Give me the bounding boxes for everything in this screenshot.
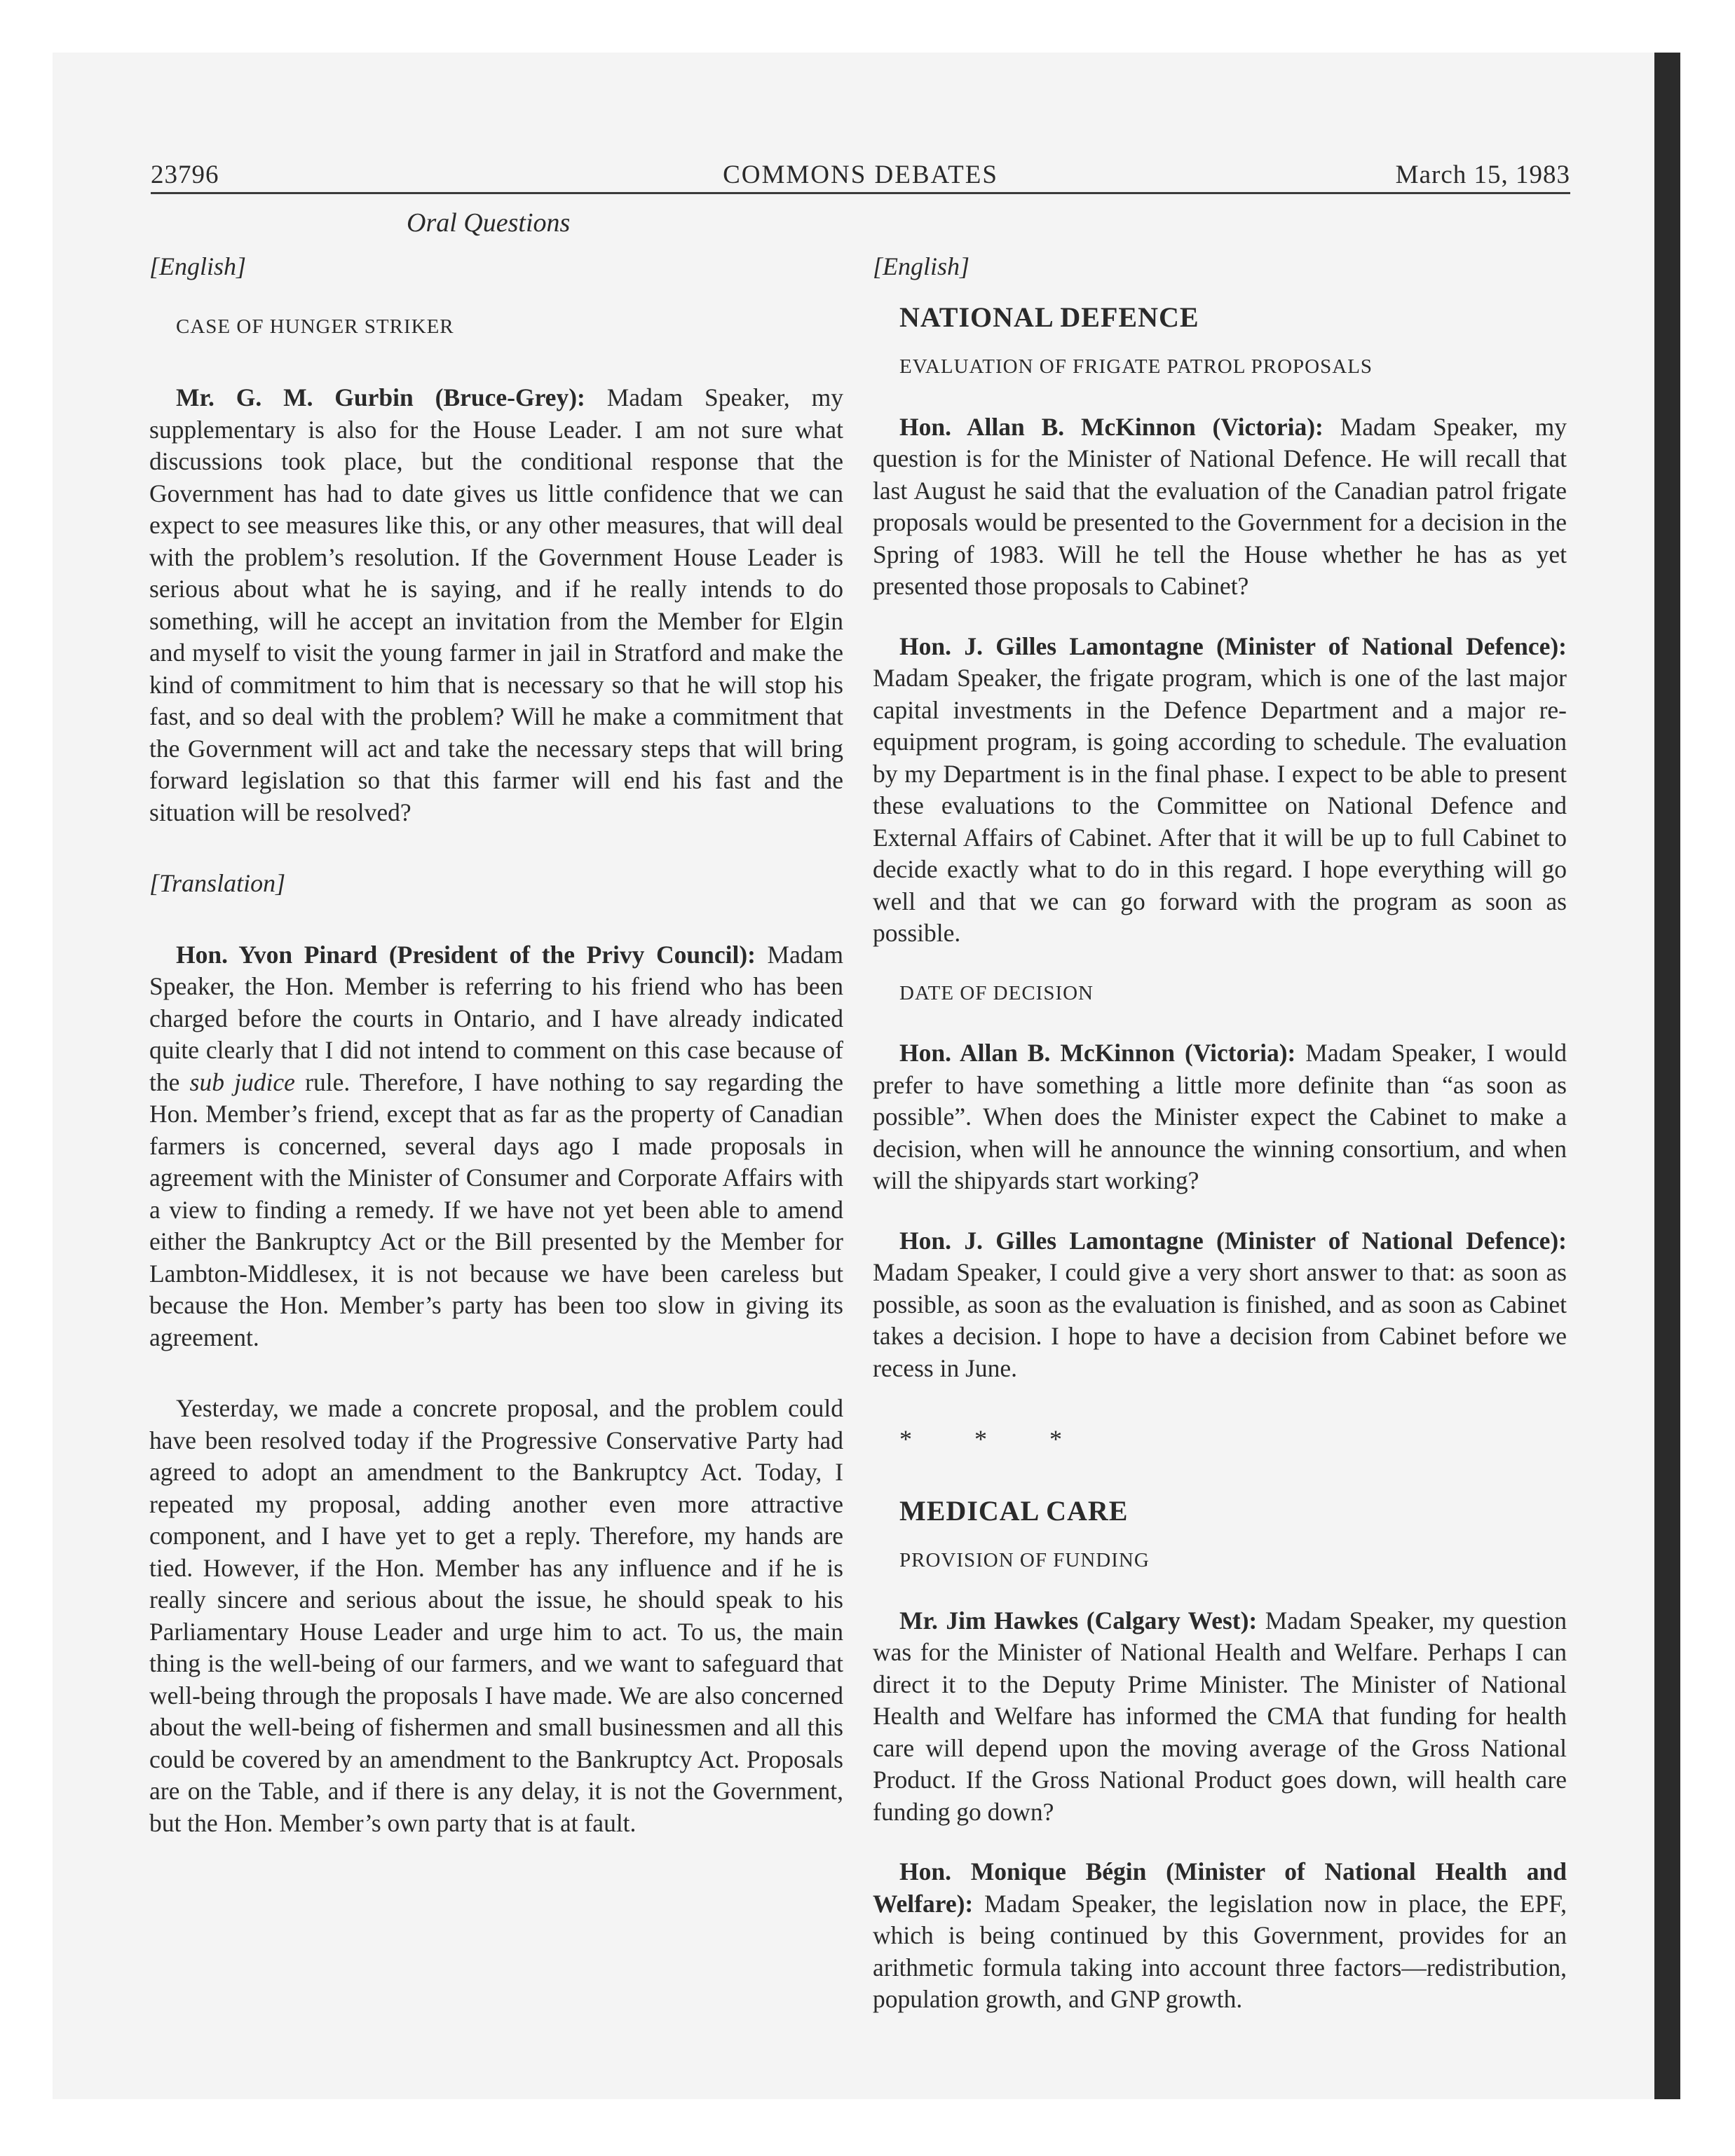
speech-text: Madam Speaker, my question was for the Minister of National Health and Welfare. Perhaps I can direct it to the Deputy Prime Minister. The Minister of National Health and Welfare has informed the CMA that funding for health care will depend upon the moving average of the Gross National Product. If the Gross National Product goes down, will health care funding go down? (873, 1606, 1567, 1826)
speaker-name: Hon. Monique Bégin (Minister of National Health and Welfare): (873, 1857, 1567, 1918)
language-marker: [English] (149, 252, 247, 280)
speaker-name: Hon. Allan B. McKinnon (Victoria): (899, 412, 1324, 441)
topic-heading: CASE OF HUNGER STRIKER (176, 315, 454, 338)
speech-paragraph (149, 1393, 843, 1839)
speech-paragraph (873, 1605, 1567, 1829)
speech-paragraph (873, 1225, 1567, 1385)
section-heading: MEDICAL CARE (899, 1494, 1129, 1527)
speaker-name: Mr. G. M. Gurbin (Bruce-Grey): (176, 383, 585, 411)
topic-heading: EVALUATION OF FRIGATE PATROL PROPOSALS (899, 355, 1373, 378)
speech-text: Madam Speaker, I could give a very short answer to that: as soon as possible, as soon as the evaluation is finished, and as soon as Cabinet takes a decision. I hope to have a decision from Cabinet before we recess in June. (873, 1258, 1567, 1382)
speaker-name: Mr. Jim Hawkes (Calgary West): (899, 1606, 1258, 1635)
section-heading: NATIONAL DEFENCE (899, 301, 1199, 333)
speech-paragraph (873, 411, 1567, 603)
right-column (873, 251, 1567, 2016)
speech-text: Madam Speaker, the legislation now in place, the EPF, which is being continued by this Government, provides for an arithmetic formula taking into account three factors—redistribution, population growth, and GNP growth. (873, 1889, 1567, 2013)
page-number: 23796 (151, 161, 219, 189)
language-marker: [English] (873, 252, 970, 280)
speaker-name: Hon. J. Gilles Lamontagne (Minister of National Defence): (899, 632, 1567, 660)
speaker-name: Hon. Yvon Pinard (President of the Privy Council): (176, 940, 756, 969)
language-marker: [Translation] (149, 869, 286, 897)
speech-paragraph (149, 939, 843, 1354)
running-header (151, 156, 1570, 194)
italic-term: sub judice (189, 1067, 295, 1096)
topic-heading: DATE OF DECISION (899, 981, 1094, 1004)
speech-paragraph (149, 382, 843, 828)
speaker-name: Hon. J. Gilles Lamontagne (Minister of National Defence): (899, 1226, 1567, 1255)
speaker-name: Hon. Allan B. McKinnon (Victoria): (899, 1039, 1296, 1067)
speech-text: Yesterday, we made a concrete proposal, and the problem could have been resolved today if the Progressive Conservative Party had agreed to adopt an amendment to the Bankruptcy Act. Today, I repeated my proposal, adding another even more attractive component, and I have yet to get a reply. Therefore, my hands are tied. However, if the Hon. Member has any influence and if he is really sincere and serious about the issue, he should speak to his Parliamentary House Leader and urge him to act. To us, the main thing is the well-being of our farmers, and we want to safeguard that well-being through the proposals I have made. We are also concerned about the well-being of fishermen and small businessmen and all this could be covered by an amendment to the Bankruptcy Act. Proposals are on the Table, and if there is any delay, it is not the Government, but the Hon. Member’s own party that is at fault. (149, 1394, 843, 1837)
speech-text: Madam Speaker, I would prefer to have something a little more definite than “as soon as possible”. When does the Minister expect the Cabinet to make a decision, when will he announce the winning consortium, and when will the shipyards start working? (873, 1039, 1567, 1194)
speech-paragraph (873, 631, 1567, 950)
speech-paragraph (873, 1037, 1567, 1197)
speech-text: Madam Speaker, my question is for the Minister of National Defence. He will recall that last August he said that the evaluation of the Canadian patrol frigate proposals would be presented to the Government for a decision in the Spring of 1983. Will he tell the House whether he has as yet presented those proposals to Cabinet? (873, 412, 1567, 600)
speech-text: Madam Speaker, my supplementary is also for the House Leader. I am not sure what discussions took place, but the conditional response that the Government has had to date gives us little confidence that we can expect to see measures like this, or any other measures, that will deal with the problem’s resolution. If the Government House Leader is serious about what he is saying, and if he really intends to do something, will he accept an invitation from the Member for Elgin and myself to visit the young farmer in jail in Stratford and make the kind of commitment to him that is necessary so that he will stop his fast, and so deal with the problem? Will he make a commitment that the Government will act and take the necessary steps that will bring forward legislation so that this farmer will end his fast and the situation will be resolved? (149, 383, 843, 826)
section-separator: * * * (899, 1425, 1090, 1453)
speech-text: rule. Therefore, I have nothing to say regarding the Hon. Member’s friend, except that as far as the property of Canadian farmers is concerned, several days ago I made proposals in agreement with the Minister of Consumer and Corporate Affairs with a view to finding a remedy. If we have not yet been able to amend either the Bankruptcy Act or the Bill presented by the Member for Lambton-Middlesex, it is not because we have been careless but because the Hon. Member’s party has been too slow in giving its agreement. (149, 1067, 844, 1351)
speech-text: Madam Speaker, the Hon. Member is referring to his friend who has been charged before the courts in Ontario, and I have already indicated quite clearly that I did not intend to comment on this case because of the (149, 940, 843, 1096)
scan-edge-shadow (1654, 53, 1680, 2099)
section-subheading: Oral Questions (407, 208, 571, 238)
topic-heading: PROVISION OF FUNDING (899, 1549, 1150, 1571)
left-column (149, 251, 843, 1839)
speech-text: Madam Speaker, the frigate program, which is one of the last major capital investments in the Defence Department and a major re-equipment program, is going according to schedule. The evaluation by my Department is in the final phase. I expect to be able to present these evaluations to the Committee on National Defence and External Affairs of Cabinet. After that it will be up to full Cabinet to decide exactly what to do in this regard. I hope everything will go well and that we can go forward with the program as soon as possible. (873, 664, 1567, 947)
publication-title: COMMONS DEBATES (723, 161, 998, 189)
speech-paragraph (873, 1856, 1567, 2016)
issue-date: March 15, 1983 (1395, 161, 1570, 189)
